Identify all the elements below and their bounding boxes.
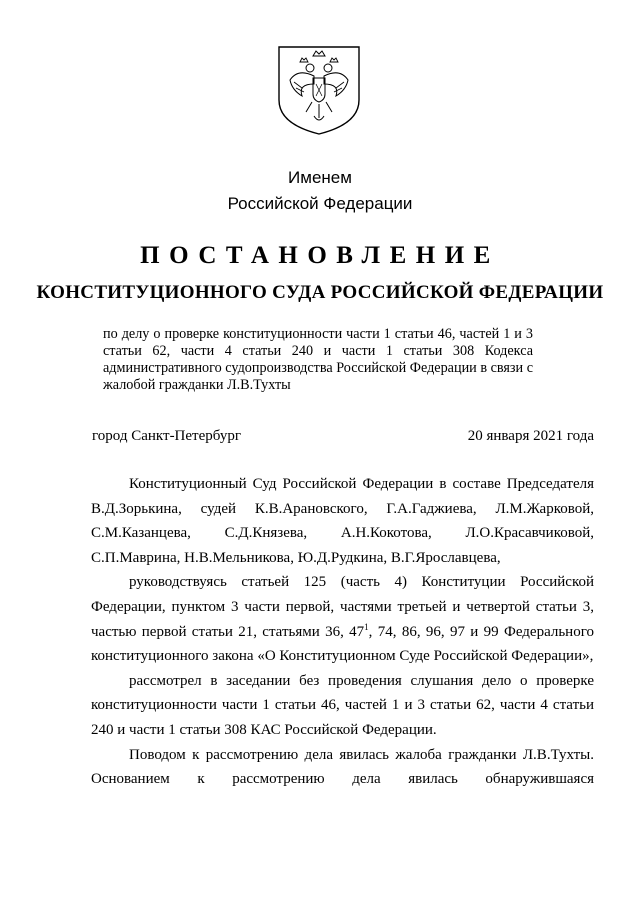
in-name-line2: Российской Федерации: [227, 194, 413, 213]
date-of-issue: 20 января 2021 года: [467, 428, 594, 444]
in-name-line1: Именем: [288, 168, 352, 187]
paragraph-legal-basis: руководствуясь статьей 125 (часть 4) Конституции Российской Федерации, пунктом 3 части первой, частями третьей и четвертой статьи 3, частью первой статьи 21, статьями 36, $47^1$, 74, 86, 96, 97 и 99 Федерального конституционного закона «О Конституционном Суде Российской Федерации»,: [91, 574, 594, 665]
paragraph-considered: рассмотрел в заседании без проведения слушания дело о проверке конституционности части 1 статьи 46, частей 1 и 3 статьи 62, части 4 статьи 240 и части 1 статьи 308 КАС Российской Федерации.: [91, 672, 594, 738]
document-body: [91, 472, 594, 792]
place-of-issue: город Санкт-Петербург: [92, 428, 241, 444]
court-name: КОНСТИТУЦИОННОГО СУДА РОССИЙСКОЙ ФЕДЕРАЦИИ: [36, 282, 604, 303]
case-subject: по делу о проверке конституционности части 1 статьи 46, частей 1 и 3 статьи 62, части 4 статьи 240 и части 1 статьи 308 Кодекса административного судопроизводства Российской Федерации в связи с жалобой гражданки Л.В.Тухты: [103, 326, 533, 393]
document-type-title: ПОСТАНОВЛЕНИЕ: [140, 242, 500, 269]
coat-of-arms-icon: [276, 44, 362, 136]
paragraph-reason: Поводом к рассмотрению дела явилась жалоба гражданки Л.В.Тухты. Основанием к рассмотрению дела явилась обнаружившаяся: [91, 746, 594, 788]
paragraph-court-composition: Конституционный Суд Российской Федерации в составе Председателя В.Д.Зорькина, судей К.В.Арановского, Г.А.Гаджиева, Л.М.Жарковой, С.М.Казанцева, С.Д.Князева, А.Н.Кокотова, Л.О.Красавчиковой, С.П.Маврина, Н.В.Мельникова, Ю.Д.Рудкина, В.Г.Ярославцева,: [91, 476, 594, 566]
